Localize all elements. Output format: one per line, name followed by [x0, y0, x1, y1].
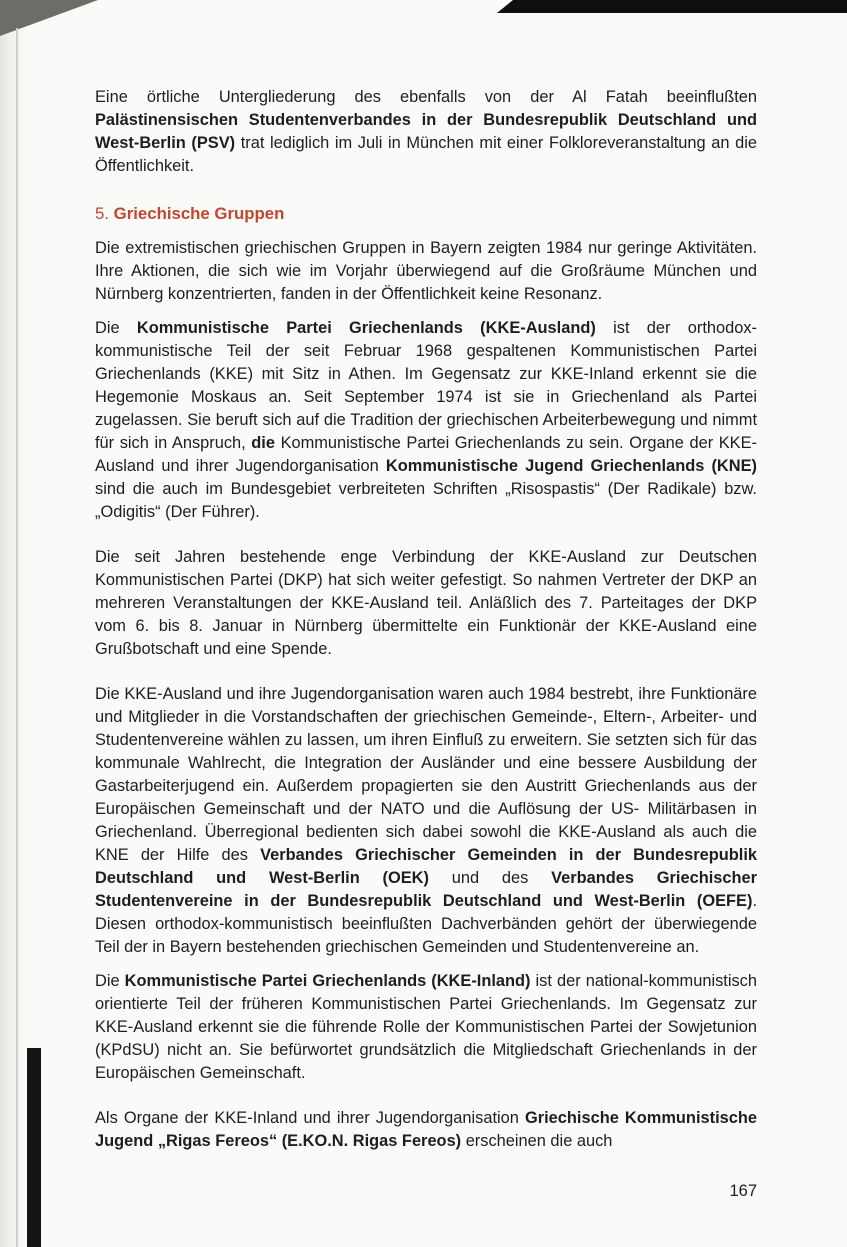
text-segment: und des [428, 869, 552, 887]
text-segment: Die [95, 319, 137, 337]
page-content [95, 86, 757, 1164]
paragraph [95, 86, 757, 178]
text-segment: Eine örtliche Untergliederung des ebenfalls von der Al Fatah beeinflußten [95, 88, 757, 106]
paragraph [95, 317, 757, 524]
scan-artifact-left-edge-line [16, 28, 18, 1247]
text-segment: Die seit Jahren bestehende enge Verbindung der KKE-Ausland zur Deutschen Kommunistischen Partei (DKP) hat sich weiter gefestigt. So nahmen Vertreter der DKP an mehreren Veranstaltungen der KKE-Ausland teil. Anläßlich des 7. Parteitages der DKP vom 6. bis 8. Januar in Nürnberg übermittelte ein Funktionär der KKE-Ausland eine Grußbotschaft und eine Spende. [95, 548, 757, 658]
text-segment: . Diesen orthodox-kommunistisch beeinflußten Dachverbänden gehört der überwiegende Teil der in Bayern bestehenden griechischen Gemeinden und Studentenvereine an. [95, 892, 757, 956]
scan-artifact-top-left-corner [0, 0, 98, 36]
text-segment: Als Organe der KKE-Inland und ihrer Jugendorganisation [95, 1109, 525, 1127]
text-segment-bold: Palästinensischen Studentenverbandes in der Bundesrepublik Deutschland und West-Berlin (PSV) [95, 111, 757, 152]
text-segment-bold: Verbandes Griechischer Studentenvereine in der Bundesrepublik Deutschland und West-Berlin (OEFE) [95, 869, 758, 910]
paragraph [95, 237, 757, 306]
text-segment: Kommunistische Partei Griechenlands zu sein. Organe der KKE-Ausland und ihrer Jugendorganisation [95, 434, 757, 475]
text-segment: Die KKE-Ausland und ihre Jugendorganisation waren auch 1984 bestrebt, ihre Funktionäre und Mitglieder in die Vorstandschaften der griechischen Gemeinde-, Eltern-, Arbeiter- und Studentenvereine wählen zu lassen, um ihren Einfluß zu erweitern. Sie setzten sich für das kommunale Wahlrecht, die Integration der Ausländer und eine bessere Ausbildung der Gastarbeiterjugend ein. Außerdem propagierten sie den Austritt Griechenlands aus der Europäischen Gemeinschaft und der NATO und die Auflösung der US- Militärbasen in Griechenland. Überregional bedienten sich dabei sowohl die KKE-Ausland als auch die KNE der Hilfe des [95, 685, 757, 864]
text-segment: ist der national-kommunistisch orientierte Teil der früheren Kommunistischen Partei Griechenlands. Im Gegensatz zur KKE-Ausland erkennt sie die führende Rolle der Kommunistischen Partei der Sowjetunion (KPdSU) nicht an. Sie befürwortet grundsätzlich die Mitgliedschaft Griechenlands in der Europäischen Gemeinschaft. [95, 972, 757, 1082]
text-segment-bold: Kommunistische Partei Griechenlands (KKE-Inland) [124, 972, 531, 990]
text-segment-bold: Kommunistische Jugend Griechenlands (KNE) [385, 457, 757, 475]
text-segment-bold: Griechische Gruppen [113, 204, 285, 223]
text-segment: erscheinen die auch [461, 1132, 613, 1150]
scan-artifact-top-right-bar [497, 0, 847, 13]
text-segment: ist der orthodox-kommunistische Teil der seit Februar 1968 gespaltenen Kommunistischen Partei Griechenlands (KKE) mit Sitz in Athen. Im Gegensatz zur KKE-Inland erkennt sie die Hegemonie Moskaus an. Seit September 1974 ist sie in Griechenland als Partei zugelassen. Sie beruft sich auf die Tradition der griechischen Arbeiterbewegung und nimmt für sich in Anspruch, [95, 319, 757, 452]
page-number: 167 [729, 1182, 757, 1200]
text-segment: sind die auch im Bundesgebiet verbreiteten Schriften „Risospastis“ (Der Radikale) bzw. „Odigitis“ (Der Führer). [95, 480, 757, 521]
text-segment-bold: Verbandes Griechischer Gemeinden in der Bundesrepublik Deutschland und West-Berlin (OEK) [95, 846, 757, 887]
paragraph [95, 683, 757, 959]
text-segment: Die extremistischen griechischen Gruppen in Bayern zeigten 1984 nur geringe Aktivitäten. Ihre Aktionen, die sich wie im Vorjahr überwiegend auf die Großräume München und Nürnberg konzentrierten, fanden in der Öffentlichkeit keine Resonanz. [95, 239, 757, 303]
section-heading [95, 202, 757, 225]
text-segment-bold: die [251, 434, 275, 452]
paragraph [95, 1107, 757, 1153]
text-segment: 5. [95, 204, 114, 223]
text-segment: Die [95, 972, 125, 990]
text-segment-bold: Griechische Kommunistische Jugend „Rigas Fereos“ (E.KO.N. Rigas Fereos) [95, 1109, 757, 1150]
paragraph [95, 546, 757, 661]
paragraph [95, 970, 757, 1085]
scan-artifact-bottom-left-bar [27, 1048, 41, 1247]
text-segment-bold: Kommunistische Partei Griechenlands (KKE-Ausland) [136, 319, 596, 337]
text-segment: trat lediglich im Juli in München mit einer Folkloreveranstaltung an die Öffentlichkeit. [95, 134, 757, 175]
